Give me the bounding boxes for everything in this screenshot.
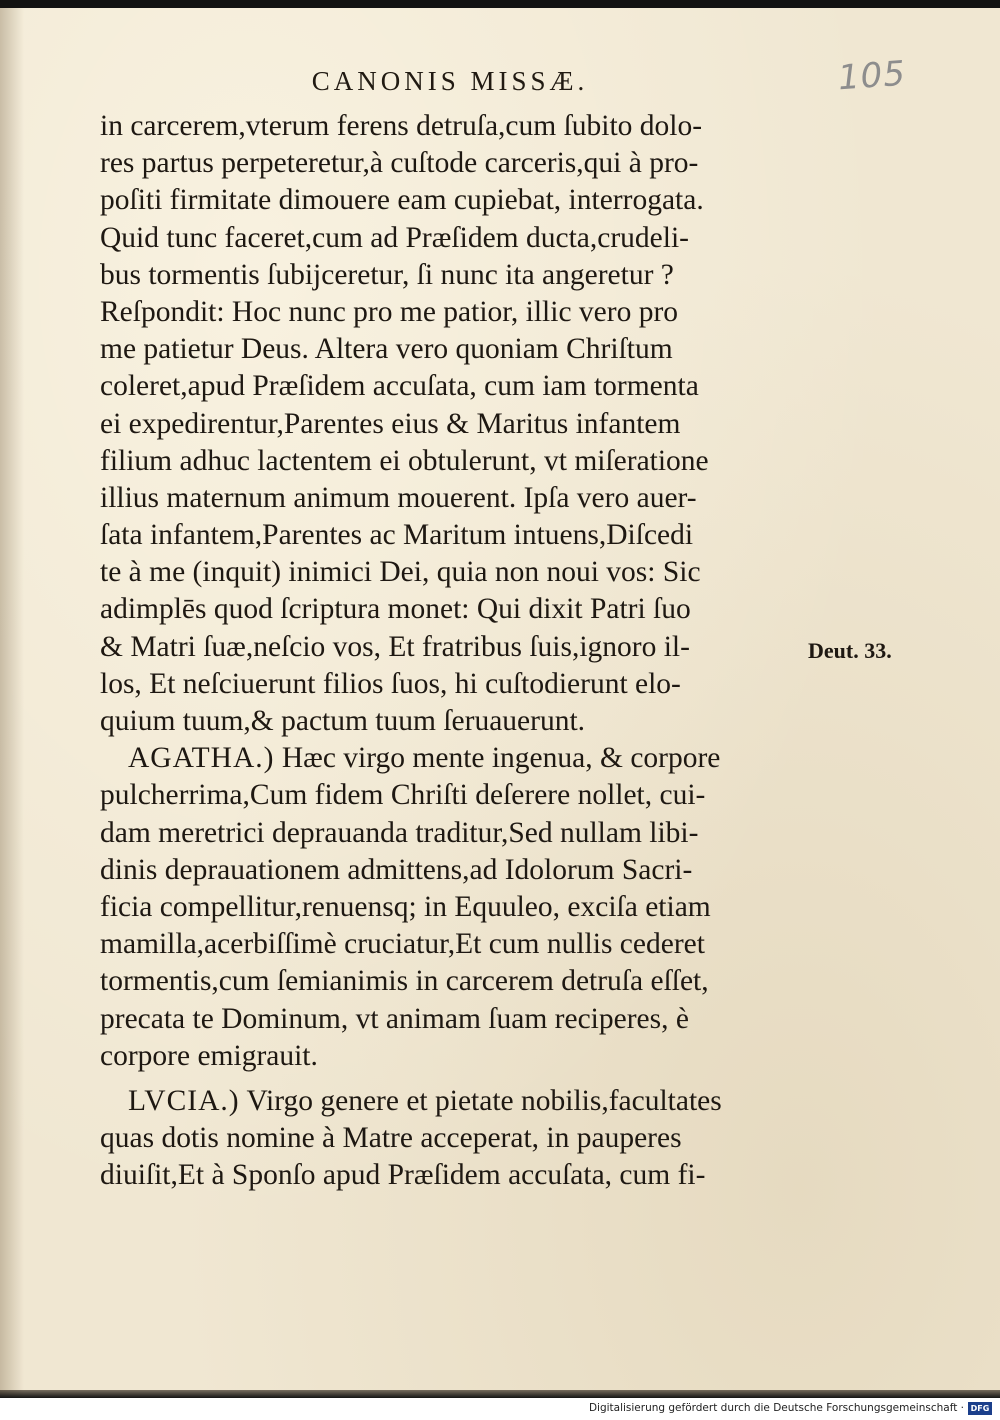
- text-line: quium tuum,& pactum tuum ſeruauerunt.: [100, 705, 586, 737]
- lucia-first-line-text: Virgo genere et pietate nobilis,facultates: [239, 1084, 722, 1117]
- text-line: ſata infantem,Parentes ac Maritum intuens,Diſcedi: [100, 519, 694, 552]
- text-line: dam meretrici deprauanda traditur,Sed nullam libi-: [100, 816, 699, 849]
- text-line: Quid tunc faceret,cum ad Præſidem ducta,crudeli-: [100, 221, 689, 254]
- binding-shadow: [0, 8, 24, 1398]
- lucia-label: LVCIA.): [128, 1084, 240, 1117]
- agatha-first-line-text: Hæc virgo mente ingenua, & corpore: [274, 742, 721, 775]
- text-line: adimplēs quod ſcriptura monet: Qui dixit Patri ſuo: [100, 593, 691, 626]
- text-line: pulcherrima,Cum fidem Chriſti deſerere nollet, cui-: [100, 779, 706, 812]
- text-line: me patietur Deus. Altera vero quoniam Chriſtum: [100, 333, 673, 366]
- paragraph-gap: [100, 1075, 812, 1083]
- text-line: quas dotis nomine à Matre acceperat, in pauperes: [100, 1122, 682, 1155]
- text-line: ficia compellitur,renuensq; in Equuleo, exciſa etiam: [100, 890, 711, 923]
- page-top-edge: [0, 0, 1000, 8]
- page-bottom-edge: [0, 1390, 1000, 1398]
- text-line: illius maternum animum mouerent. Ipſa vero auer-: [100, 481, 697, 514]
- text-line: diuiſit,Et à Sponſo apud Præſidem accuſata, cum fi-: [100, 1159, 706, 1192]
- text-line: & Matri ſuæ,neſcio vos, Et fratribus ſuis,ignoro il-: [100, 630, 690, 663]
- text-line: Reſpondit: Hoc nunc pro me patior, illic vero pro: [100, 295, 679, 328]
- agatha-label: AGATHA.): [128, 742, 275, 775]
- text-line: los, Et neſciuerunt filios ſuos, hi cuſtodierunt elo-: [100, 667, 681, 700]
- text-line: precata te Dominum, vt animam ſuam reciperes, è: [100, 1002, 689, 1035]
- text-line: in carcerem,vterum ferens detruſa,cum ſubito dolo-: [100, 110, 703, 142]
- dfg-logo: DFG: [968, 1402, 992, 1415]
- agatha-first-line: [100, 740, 812, 777]
- text-line: ei expedirentur,Parentes eius & Maritus infantem: [100, 407, 681, 440]
- text-line: filium adhuc lactentem ei obtulerunt, vt miſeratione: [100, 444, 709, 477]
- text-line: tormentis,cum ſemianimis in carcerem detruſa eſſet,: [100, 965, 709, 998]
- text-line: res partus perpeteretur,à cuſtode carceris,qui à pro-: [100, 147, 699, 180]
- page-number: 105: [836, 53, 908, 99]
- footer-credit: Digitalisierung gefördert durch die Deutsche Forschungsgemeinschaft ·: [588, 1402, 964, 1414]
- text-line: te à me (inquit) inimici Dei, quia non noui vos: Sic: [100, 556, 701, 589]
- running-head: CANONIS MISSÆ.: [311, 66, 589, 96]
- text-line: mamilla,acerbiſſimè cruciatur,Et cum nullis cederet: [100, 928, 705, 961]
- lucia-first-line: [100, 1083, 812, 1120]
- text-line: corpore emigrauit.: [100, 1039, 318, 1072]
- text-line: poſiti firmitate dimouere eam cupiebat, interrogata.: [100, 184, 704, 217]
- main-text-block: [100, 108, 812, 1194]
- text-line: coleret,apud Præſidem accuſata, cum iam tormenta: [100, 370, 699, 403]
- text-line: bus tormentis ſubijceretur, ſi nunc ita angeretur ?: [100, 258, 674, 291]
- margin-note: Deut. 33.: [808, 638, 892, 663]
- text-line: dinis deprauationem admittens,ad Idolorum Sacri-: [100, 853, 693, 886]
